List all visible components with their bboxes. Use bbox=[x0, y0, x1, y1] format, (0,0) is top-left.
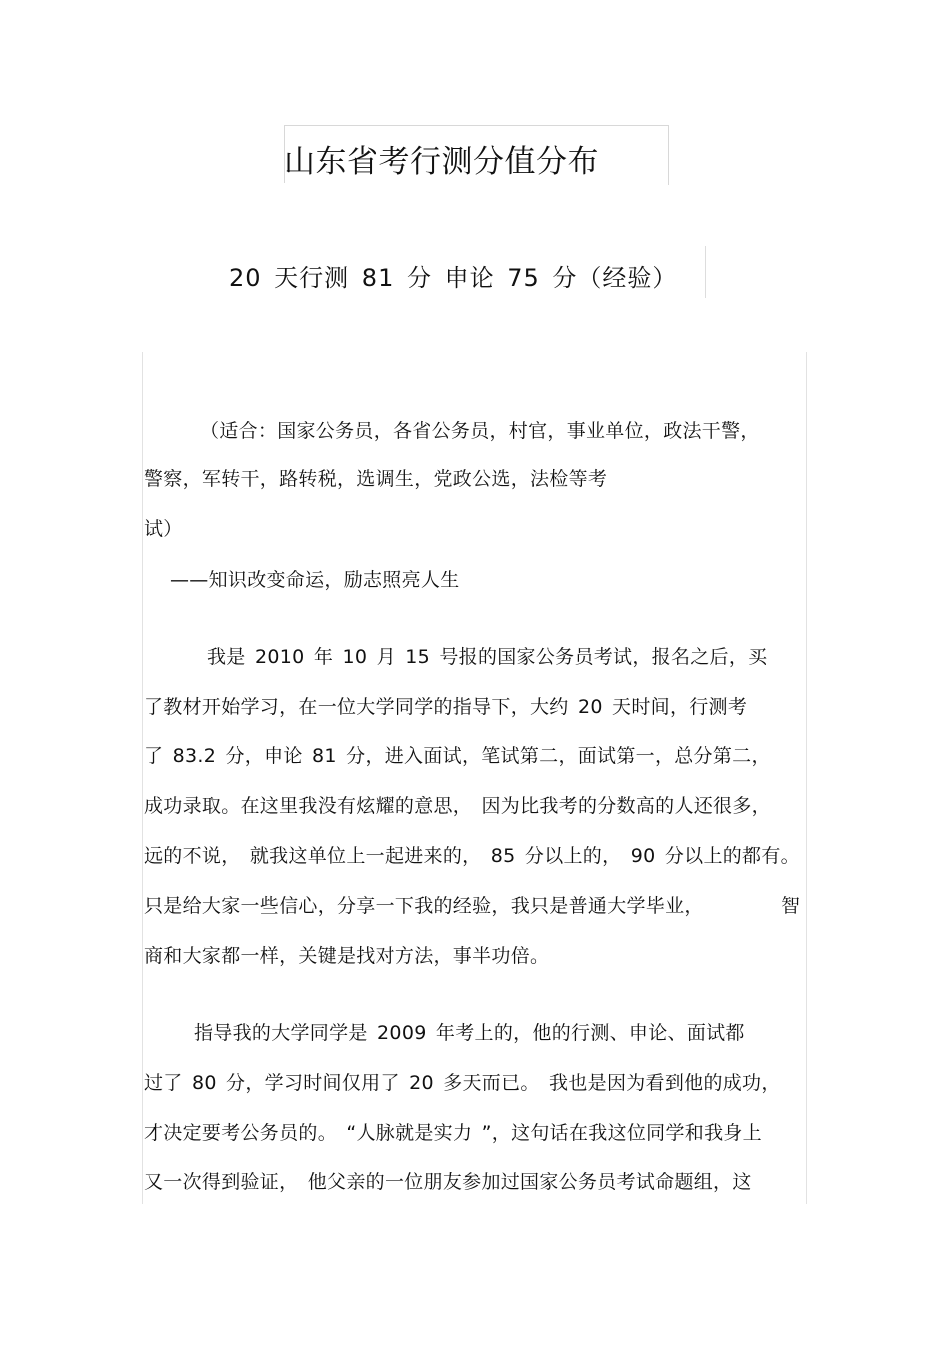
paragraph-line: 指导我的大学同学是 2009 年考上的，他的行测、申论、面试都 bbox=[194, 1022, 745, 1044]
paragraph-line: 又一次得到验证， 他父亲的一位朋友参加过国家公务员考试命题组，这 bbox=[144, 1171, 752, 1193]
paragraph-line: 商和大家都一样，关键是找对方法，事半功倍。 bbox=[144, 945, 550, 967]
scope-line: 试） bbox=[144, 518, 183, 540]
motto-line: ——知识改变命运，励志照亮人生 bbox=[170, 569, 460, 591]
paragraph-line: 我是 2010 年 10 月 15 号报的国家公务员考试，报名之后，买 bbox=[207, 646, 768, 668]
paragraph-line: 只是给大家一些信心，分享一下我的经验，我只是普通大学毕业， bbox=[144, 895, 704, 917]
body-frame-right bbox=[806, 352, 807, 1204]
paragraph-line: 才决定要考公务员的。 “人脉就是实力 ”，这句话在我这位同学和我身上 bbox=[144, 1122, 762, 1144]
paragraph-line: 了教材开始学习，在一位大学同学的指导下，大约 20 天时间，行测考 bbox=[144, 696, 748, 718]
scope-line: （适合：国家公务员，各省公务员，村官，事业单位，政法干警， bbox=[200, 420, 760, 442]
document-title: 山东省考行测分值分布 bbox=[284, 144, 599, 180]
paragraph-line: 成功录取。在这里我没有炫耀的意思， 因为比我考的分数高的人还很多， bbox=[144, 795, 771, 817]
paragraph-line: 过了 80 分，学习时间仅用了 20 多天而已。 我也是因为看到他的成功， bbox=[144, 1072, 781, 1094]
title-frame-top bbox=[284, 125, 669, 126]
subtitle-divider bbox=[705, 246, 706, 298]
paragraph-line: 了 83.2 分，申论 81 分，进入面试，笔试第二，面试第一，总分第二， bbox=[144, 745, 771, 767]
paragraph-line: 远的不说， 就我这单位上一起进来的， 85 分以上的， 90 分以上的都有。 bbox=[144, 845, 800, 867]
paragraph-line-tail: 智 bbox=[781, 895, 801, 917]
body-frame-left bbox=[142, 352, 143, 1204]
scope-line: 警察，军转干，路转税，选调生，党政公选，法检等考 bbox=[144, 468, 608, 490]
title-frame-right bbox=[668, 125, 669, 185]
document-subtitle: 20 天行测 81 分 申论 75 分（经验） bbox=[229, 264, 678, 292]
